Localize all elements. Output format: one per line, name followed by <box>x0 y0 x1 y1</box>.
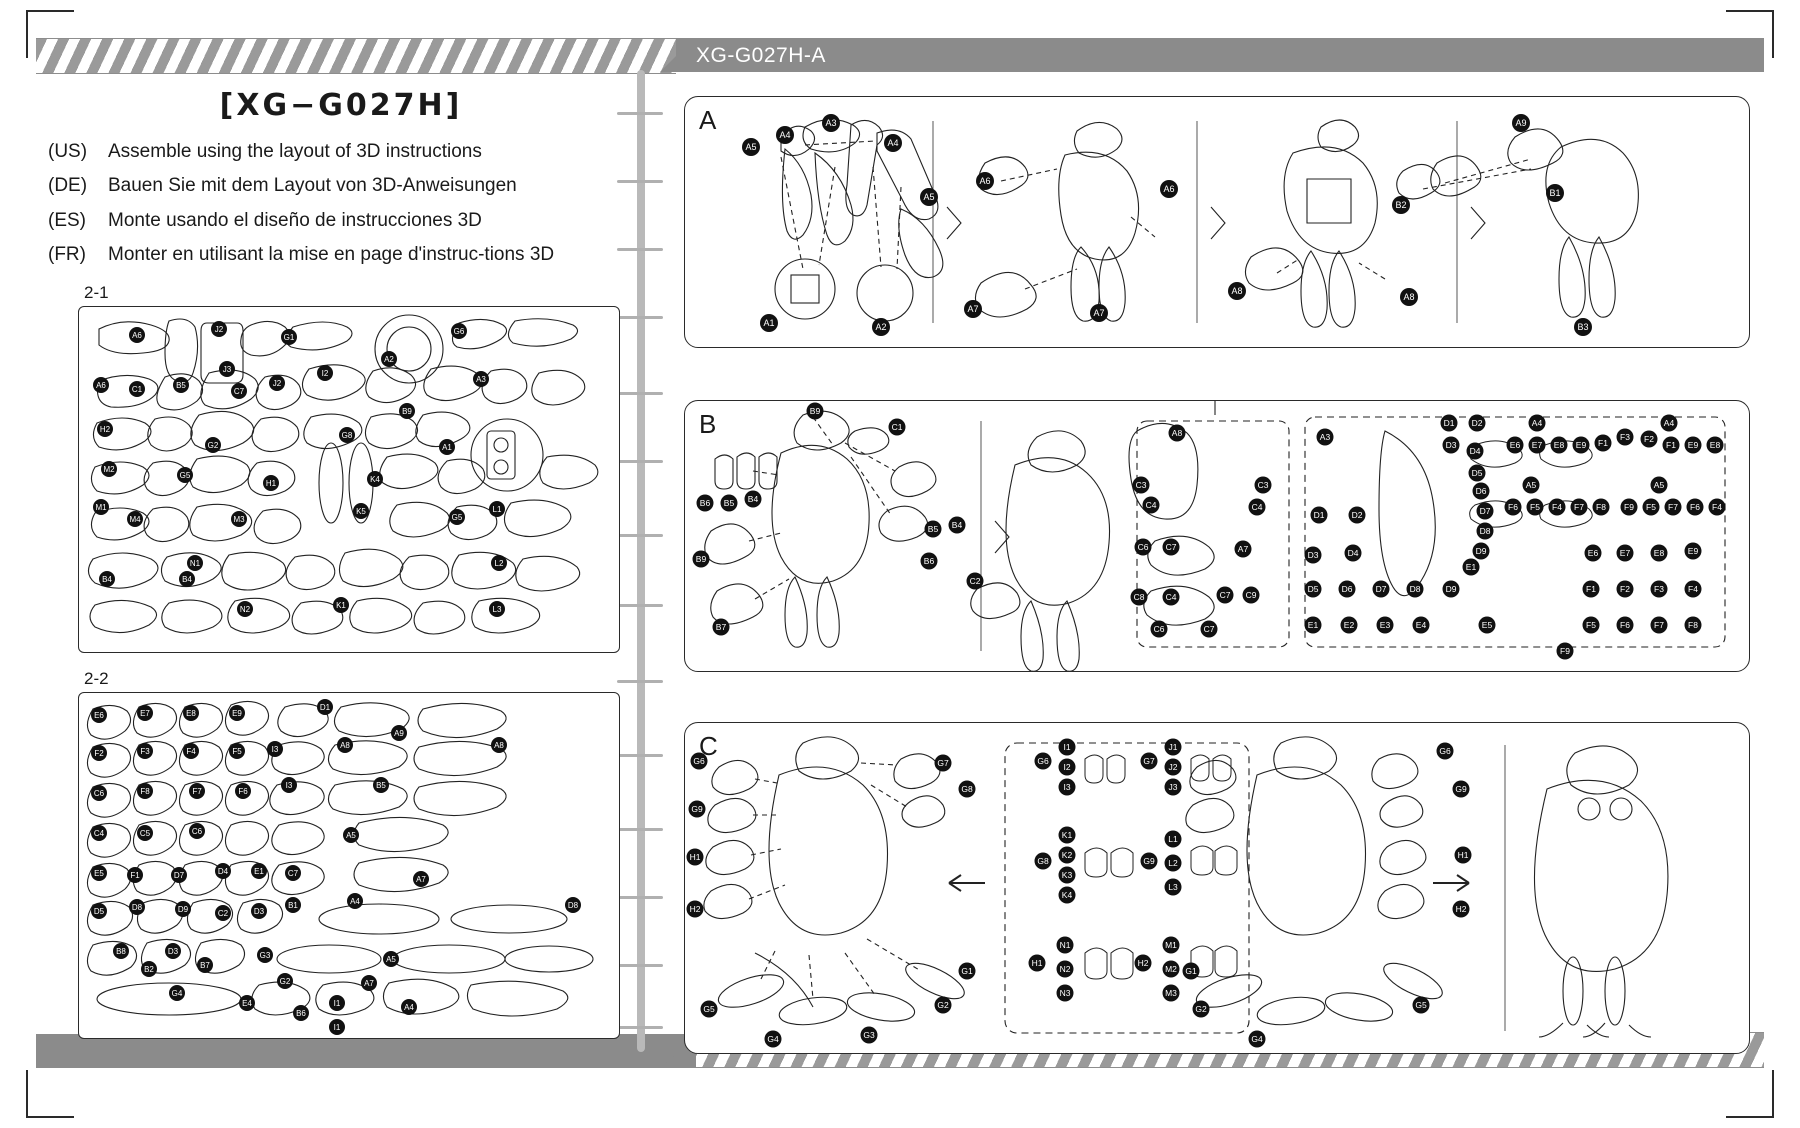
svg-text:A5: A5 <box>346 831 356 841</box>
svg-text:H2: H2 <box>689 904 701 914</box>
svg-text:A6: A6 <box>96 381 106 391</box>
svg-text:A6: A6 <box>1163 184 1175 194</box>
svg-text:G5: G5 <box>179 471 191 481</box>
svg-text:B9: B9 <box>402 407 412 417</box>
svg-text:C7: C7 <box>287 869 299 879</box>
registration-mark-bottom-right <box>1726 1070 1774 1118</box>
svg-text:N2: N2 <box>1059 964 1071 974</box>
svg-text:B7: B7 <box>200 961 210 971</box>
svg-text:F2: F2 <box>1620 584 1630 594</box>
svg-text:I3: I3 <box>271 745 279 755</box>
svg-text:L1: L1 <box>1168 834 1178 844</box>
svg-text:I2: I2 <box>321 369 329 379</box>
svg-text:A3: A3 <box>1319 432 1331 442</box>
svg-text:D8: D8 <box>1409 584 1421 594</box>
svg-text:D3: D3 <box>253 907 265 917</box>
svg-text:A8: A8 <box>494 741 504 751</box>
top-solid-bar <box>676 38 1764 72</box>
svg-text:K5: K5 <box>356 507 366 517</box>
svg-text:A2: A2 <box>875 322 887 332</box>
svg-text:A7: A7 <box>1237 544 1249 554</box>
svg-text:I1: I1 <box>1063 742 1071 752</box>
svg-text:E8: E8 <box>1553 440 1565 450</box>
svg-text:F8: F8 <box>1688 620 1698 630</box>
svg-text:D1: D1 <box>319 703 331 713</box>
svg-text:F9: F9 <box>1560 646 1570 656</box>
svg-text:G8: G8 <box>1037 856 1049 866</box>
svg-text:F3: F3 <box>140 747 150 757</box>
svg-text:C6: C6 <box>191 827 203 837</box>
instruction-line-fr <box>48 242 634 267</box>
svg-text:F4: F4 <box>1712 502 1722 512</box>
svg-text:G6: G6 <box>453 327 465 337</box>
svg-text:G7: G7 <box>1143 756 1155 766</box>
svg-text:E4: E4 <box>242 999 252 1009</box>
svg-text:N1: N1 <box>1059 940 1071 950</box>
part-sheet-2-1 <box>78 306 620 653</box>
svg-text:I3: I3 <box>285 781 293 791</box>
svg-text:F4: F4 <box>1688 584 1698 594</box>
svg-text:E9: E9 <box>1575 440 1587 450</box>
svg-text:D2: D2 <box>1351 510 1363 520</box>
svg-text:A5: A5 <box>923 192 935 202</box>
svg-text:C6: C6 <box>1153 624 1165 634</box>
svg-text:F7: F7 <box>1654 620 1664 630</box>
svg-text:F7: F7 <box>192 787 202 797</box>
svg-text:E7: E7 <box>140 709 150 719</box>
svg-text:F6: F6 <box>238 787 248 797</box>
svg-text:F9: F9 <box>1624 502 1634 512</box>
svg-text:E4: E4 <box>1415 620 1427 630</box>
svg-text:A5: A5 <box>745 142 757 152</box>
svg-text:E7: E7 <box>1531 440 1543 450</box>
svg-text:F5: F5 <box>1530 502 1540 512</box>
svg-text:E7: E7 <box>1619 548 1631 558</box>
svg-text:A8: A8 <box>1403 292 1415 302</box>
svg-text:C2: C2 <box>969 576 981 586</box>
svg-text:E8: E8 <box>1709 440 1721 450</box>
svg-text:F8: F8 <box>140 787 150 797</box>
svg-text:M1: M1 <box>95 503 107 513</box>
svg-text:L2: L2 <box>494 559 504 569</box>
svg-text:N3: N3 <box>1059 988 1071 998</box>
svg-text:J3: J3 <box>1168 782 1178 792</box>
svg-text:G9: G9 <box>1143 856 1155 866</box>
assembly-panel-b <box>684 400 1750 672</box>
svg-text:D7: D7 <box>1479 506 1491 516</box>
svg-text:K4: K4 <box>370 475 380 485</box>
svg-text:A6: A6 <box>979 176 991 186</box>
svg-text:G9: G9 <box>691 804 703 814</box>
svg-text:D8: D8 <box>567 901 579 911</box>
svg-text:E1: E1 <box>254 867 264 877</box>
svg-text:B8: B8 <box>116 947 126 957</box>
svg-text:A4: A4 <box>779 130 791 140</box>
svg-text:I1: I1 <box>333 1023 341 1033</box>
instruction-text-fr: Monter en utilisant la mise en page d'instruc-tions 3D <box>108 243 555 265</box>
svg-text:B3: B3 <box>1577 322 1589 332</box>
svg-text:F2: F2 <box>94 749 104 759</box>
svg-text:G2: G2 <box>207 441 219 451</box>
svg-text:M2: M2 <box>1165 964 1177 974</box>
svg-text:A3: A3 <box>825 118 837 128</box>
svg-text:B9: B9 <box>809 406 821 416</box>
svg-text:K4: K4 <box>1061 890 1073 900</box>
svg-text:N1: N1 <box>189 559 201 569</box>
svg-text:D3: D3 <box>1445 440 1457 450</box>
svg-text:D6: D6 <box>1341 584 1353 594</box>
language-tag-es: (ES) <box>48 209 86 231</box>
svg-text:K3: K3 <box>1061 870 1073 880</box>
svg-text:H2: H2 <box>1455 904 1467 914</box>
svg-text:F7: F7 <box>1668 502 1678 512</box>
language-tag-us: (US) <box>48 141 88 162</box>
svg-text:A8: A8 <box>1171 428 1183 438</box>
svg-text:F5: F5 <box>1586 620 1596 630</box>
svg-text:D8: D8 <box>131 903 143 913</box>
svg-text:K2: K2 <box>1061 850 1073 860</box>
svg-text:C4: C4 <box>1145 500 1157 510</box>
svg-text:C8: C8 <box>1133 592 1145 602</box>
svg-text:J2: J2 <box>214 325 224 335</box>
instruction-line-de <box>48 173 634 198</box>
svg-text:B4: B4 <box>102 575 112 585</box>
svg-text:H2: H2 <box>99 425 111 435</box>
svg-text:F6: F6 <box>1620 620 1630 630</box>
svg-text:F1: F1 <box>130 871 140 881</box>
assembly-panel-c <box>684 722 1750 1054</box>
svg-text:D4: D4 <box>217 867 229 877</box>
svg-text:G2: G2 <box>1195 1004 1207 1014</box>
svg-text:D1: D1 <box>1443 418 1455 428</box>
svg-text:G4: G4 <box>1251 1034 1263 1044</box>
svg-text:B4: B4 <box>951 520 963 530</box>
svg-text:A5: A5 <box>386 955 396 965</box>
svg-text:D5: D5 <box>93 907 105 917</box>
document-code: XG-G027H-A <box>696 44 826 67</box>
svg-text:I1: I1 <box>333 999 341 1009</box>
svg-text:D5: D5 <box>1471 468 1483 478</box>
svg-text:H1: H1 <box>1031 958 1043 968</box>
svg-text:F2: F2 <box>1644 434 1654 444</box>
svg-text:E3: E3 <box>1379 620 1391 630</box>
svg-text:A5: A5 <box>1653 480 1665 490</box>
svg-text:D4: D4 <box>1469 446 1481 456</box>
svg-text:D9: D9 <box>1475 546 1487 556</box>
svg-text:A4: A4 <box>887 138 899 148</box>
svg-text:G1: G1 <box>1185 966 1197 976</box>
svg-text:D7: D7 <box>1375 584 1387 594</box>
svg-text:G3: G3 <box>863 1030 875 1040</box>
svg-text:F1: F1 <box>1666 440 1676 450</box>
svg-text:C1: C1 <box>891 422 903 432</box>
svg-text:J3: J3 <box>222 365 232 375</box>
svg-text:J1: J1 <box>1168 742 1178 752</box>
panel-c-label: C <box>699 731 718 761</box>
svg-text:F7: F7 <box>1574 502 1584 512</box>
svg-text:A1: A1 <box>442 443 452 453</box>
svg-text:B6: B6 <box>923 556 935 566</box>
part-sheet-2-2 <box>78 692 620 1039</box>
svg-text:C5: C5 <box>139 829 151 839</box>
svg-text:A4: A4 <box>404 1003 414 1013</box>
svg-text:C4: C4 <box>93 829 105 839</box>
svg-text:G6: G6 <box>1439 746 1451 756</box>
svg-text:E1: E1 <box>1307 620 1319 630</box>
svg-text:A2: A2 <box>384 355 394 365</box>
svg-text:E9: E9 <box>232 709 242 719</box>
svg-text:D1: D1 <box>1313 510 1325 520</box>
svg-text:B4: B4 <box>182 575 192 585</box>
svg-text:B5: B5 <box>376 781 386 791</box>
svg-text:G6: G6 <box>693 756 705 766</box>
svg-text:B7: B7 <box>715 622 727 632</box>
svg-text:F5: F5 <box>1646 502 1656 512</box>
top-hatch-bar <box>36 38 676 74</box>
svg-text:A8: A8 <box>340 741 350 751</box>
svg-text:G4: G4 <box>171 989 183 999</box>
language-tag-de: (DE) <box>48 175 88 197</box>
svg-text:C4: C4 <box>1165 592 1177 602</box>
svg-text:B6: B6 <box>699 498 711 508</box>
svg-text:L2: L2 <box>1168 858 1178 868</box>
svg-text:A1: A1 <box>763 318 775 328</box>
svg-text:G1: G1 <box>961 966 973 976</box>
svg-text:C7: C7 <box>233 387 245 397</box>
svg-text:M3: M3 <box>1165 988 1177 998</box>
page-title: [XG−G027H] <box>219 88 463 123</box>
svg-text:E6: E6 <box>1509 440 1521 450</box>
svg-text:L3: L3 <box>492 605 502 615</box>
svg-text:K1: K1 <box>1061 830 1073 840</box>
svg-text:B5: B5 <box>927 524 939 534</box>
svg-text:M1: M1 <box>1165 940 1177 950</box>
svg-text:F5: F5 <box>232 747 242 757</box>
svg-text:C3: C3 <box>1257 480 1269 490</box>
svg-text:H1: H1 <box>1457 850 1469 860</box>
svg-text:E9: E9 <box>1687 440 1699 450</box>
svg-text:F4: F4 <box>186 747 196 757</box>
svg-text:G9: G9 <box>1455 784 1467 794</box>
svg-text:E9: E9 <box>1687 546 1699 556</box>
svg-text:B6: B6 <box>296 1009 306 1019</box>
svg-text:H2: H2 <box>1137 958 1149 968</box>
svg-text:J2: J2 <box>1168 762 1178 772</box>
svg-text:J2: J2 <box>272 379 282 389</box>
svg-text:E1: E1 <box>1465 562 1477 572</box>
svg-text:A9: A9 <box>1515 118 1527 128</box>
svg-text:D5: D5 <box>1307 584 1319 594</box>
svg-text:D8: D8 <box>1479 526 1491 536</box>
panel-b-label: B <box>699 409 717 439</box>
svg-text:C2: C2 <box>217 909 229 919</box>
language-tag-fr: (FR) <box>48 243 86 265</box>
svg-text:A4: A4 <box>1663 418 1675 428</box>
sheet-label-2-2: 2-2 <box>84 669 109 689</box>
assembly-panel-a <box>684 96 1750 348</box>
svg-text:F1: F1 <box>1598 438 1608 448</box>
svg-text:A4: A4 <box>350 897 360 907</box>
svg-text:C6: C6 <box>1137 542 1149 552</box>
svg-text:B2: B2 <box>1395 200 1407 210</box>
svg-text:E6: E6 <box>1587 548 1599 558</box>
svg-text:A4: A4 <box>1531 418 1543 428</box>
svg-text:G5: G5 <box>1415 1000 1427 1010</box>
registration-mark-bottom-left <box>26 1070 74 1118</box>
svg-text:B1: B1 <box>288 901 298 911</box>
svg-text:D6: D6 <box>1475 486 1487 496</box>
svg-text:G2: G2 <box>279 977 291 987</box>
svg-text:C9: C9 <box>1245 590 1257 600</box>
bottom-solid-bar <box>36 1034 696 1068</box>
svg-text:F3: F3 <box>1654 584 1664 594</box>
svg-text:L3: L3 <box>1168 882 1178 892</box>
svg-text:A8: A8 <box>1231 286 1243 296</box>
svg-text:F8: F8 <box>1596 502 1606 512</box>
svg-text:N2: N2 <box>239 605 251 615</box>
svg-text:D9: D9 <box>177 905 189 915</box>
svg-text:E6: E6 <box>94 711 104 721</box>
svg-text:F4: F4 <box>1552 502 1562 512</box>
svg-text:I2: I2 <box>1063 762 1071 772</box>
svg-text:D3: D3 <box>167 947 179 957</box>
instruction-text-es: Monte usando el diseño de instrucciones 3D <box>108 209 482 231</box>
svg-text:F6: F6 <box>1690 502 1700 512</box>
svg-text:C4: C4 <box>1251 502 1263 512</box>
svg-text:C6: C6 <box>93 789 105 799</box>
svg-text:G4: G4 <box>767 1034 779 1044</box>
svg-text:I3: I3 <box>1063 782 1071 792</box>
svg-text:D2: D2 <box>1471 418 1483 428</box>
svg-text:C7: C7 <box>1219 590 1231 600</box>
svg-text:A7: A7 <box>1093 308 1105 318</box>
svg-text:G7: G7 <box>937 758 949 768</box>
svg-text:C7: C7 <box>1165 542 1177 552</box>
svg-text:M3: M3 <box>233 515 245 525</box>
svg-text:F6: F6 <box>1508 502 1518 512</box>
svg-text:D9: D9 <box>1445 584 1457 594</box>
svg-text:A3: A3 <box>476 375 486 385</box>
left-column <box>48 88 634 1039</box>
svg-text:D7: D7 <box>173 871 185 881</box>
instruction-text-de: Bauen Sie mit dem Layout von 3D-Anweisungen <box>108 175 517 197</box>
instruction-line-us <box>48 139 634 164</box>
svg-text:G2: G2 <box>937 1000 949 1010</box>
svg-text:E2: E2 <box>1343 620 1355 630</box>
svg-text:H1: H1 <box>265 479 277 489</box>
instruction-text-us: Assemble using the layout of 3D instructions <box>108 141 482 162</box>
svg-text:A7: A7 <box>364 979 374 989</box>
svg-text:B4: B4 <box>747 494 759 504</box>
svg-text:C3: C3 <box>1135 480 1147 490</box>
svg-text:E8: E8 <box>1653 548 1665 558</box>
svg-text:E8: E8 <box>186 709 196 719</box>
svg-text:B9: B9 <box>695 554 707 564</box>
svg-text:D3: D3 <box>1307 550 1319 560</box>
svg-text:B5: B5 <box>176 381 186 391</box>
panel-a-label: A <box>699 105 717 135</box>
svg-text:A7: A7 <box>416 875 426 885</box>
svg-text:E5: E5 <box>1481 620 1493 630</box>
svg-text:B2: B2 <box>144 965 154 975</box>
svg-text:D4: D4 <box>1347 548 1359 558</box>
svg-text:F3: F3 <box>1620 432 1630 442</box>
svg-text:A7: A7 <box>967 304 979 314</box>
svg-text:G6: G6 <box>1037 756 1049 766</box>
svg-text:G8: G8 <box>961 784 973 794</box>
svg-text:M4: M4 <box>129 515 141 525</box>
sheet-label-2-1: 2-1 <box>84 283 109 303</box>
svg-text:G1: G1 <box>283 333 295 343</box>
svg-text:G5: G5 <box>703 1004 715 1014</box>
svg-text:A5: A5 <box>1525 480 1537 490</box>
svg-text:H1: H1 <box>689 852 701 862</box>
svg-text:A9: A9 <box>394 729 404 739</box>
svg-text:K1: K1 <box>336 601 346 611</box>
svg-text:L1: L1 <box>492 505 502 515</box>
svg-text:M2: M2 <box>103 465 115 475</box>
svg-text:C1: C1 <box>131 385 143 395</box>
svg-text:E5: E5 <box>94 869 104 879</box>
instruction-line-es <box>48 208 634 233</box>
svg-text:G5: G5 <box>451 513 463 523</box>
svg-text:G8: G8 <box>341 431 353 441</box>
svg-text:C7: C7 <box>1203 624 1215 634</box>
svg-text:B5: B5 <box>723 498 735 508</box>
svg-text:G3: G3 <box>259 951 271 961</box>
svg-text:B1: B1 <box>1549 188 1561 198</box>
svg-text:F1: F1 <box>1586 584 1596 594</box>
center-spine <box>637 70 645 1052</box>
svg-text:A6: A6 <box>132 331 142 341</box>
